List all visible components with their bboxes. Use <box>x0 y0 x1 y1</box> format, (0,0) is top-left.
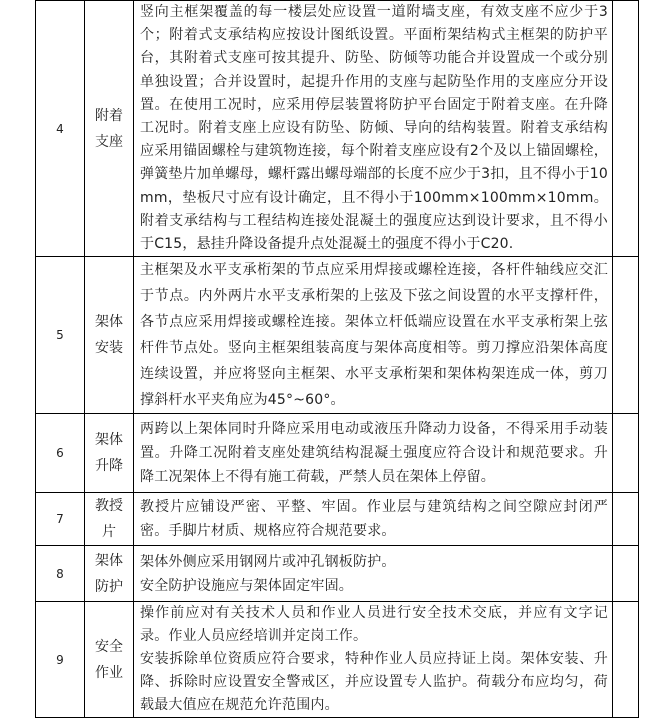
content-paragraph: 教授片应铺设严密、平整、牢固。作业层与建筑结构之间空隙应封闭严密。手脚片材质、规格应符合规范要求。 <box>140 499 608 540</box>
row-category <box>85 602 134 718</box>
empty-cell <box>613 414 639 493</box>
row-category <box>85 546 134 602</box>
row-number: 9 <box>36 602 85 718</box>
table-row <box>36 493 639 546</box>
row-content <box>134 602 613 718</box>
empty-cell <box>613 493 639 546</box>
content-paragraph: 两跨以上架体同时升降应采用电动或液压升降动力设备，不得采用手动装置。升降工况附着支座处建筑结构混凝土强度应符合设计和规范要求。升降工况架体上不得有施工荷载，严禁人员在架体上停留。 <box>140 421 608 486</box>
row-number: 4 <box>36 1 85 257</box>
row-number: 5 <box>36 257 85 414</box>
content-paragraph: 竖向主框架覆盖的每一楼层处应设置一道附墙支座，有效支座不应少于3个；附着式支承结构应按设计图纸设置。平面桁架结构式主框架的防护平台，其附着式支座可按其提升、防坠、防倾等功能合并设置成一个或分别单独设置；合并设置时，起提升作用的支座与起防坠作用的支座应分开设置。在使用工况时，应采用停层装置将防护平台固定于附着支座。在升降工况时。附着支座上应设有防坠、防倾、导向的结构装置。附着支承结构应采用锚固螺栓与建筑物连接，每个附着支座应设有2个及以上锚固螺栓，弹簧垫片加单螺母，螺杆露出螺母端部的长度不应少于3扣，且不得小于10mm，垫板尺寸应有设计确定，且不得小于100mm×100mm×10mm。附着支承结构与工程结构连接处混凝土的强度应达到设计要求，且不得小于C15，悬挂升降设备提升点处混凝土的强度不得小于C20. <box>140 4 608 253</box>
category-line: 附着 <box>95 107 123 124</box>
empty-cell <box>613 602 639 718</box>
empty-cell <box>613 257 639 414</box>
category-line: 安全 <box>95 638 123 655</box>
content-paragraph: 架体外侧应采用钢网片或冲孔钢板防护。 <box>140 553 396 570</box>
row-category <box>85 493 134 546</box>
content-paragraph: 安全防护设施应与架体固定牢固。 <box>140 577 353 594</box>
row-content <box>134 1 613 257</box>
empty-cell <box>613 546 639 602</box>
table-row <box>36 546 639 602</box>
row-number: 8 <box>36 546 85 602</box>
table-row <box>36 1 639 257</box>
row-category <box>85 257 134 414</box>
category-line: 片 <box>102 524 116 541</box>
row-content <box>134 546 613 602</box>
table-row <box>36 257 639 414</box>
category-line: 作业 <box>95 664 123 681</box>
row-number: 6 <box>36 414 85 493</box>
row-category <box>85 414 134 493</box>
category-line: 安装 <box>95 340 123 357</box>
content-paragraph: 安装拆除单位资质应符合要求，特种作业人员应持证上岗。架体安装、升降、拆除时应设置安全警戒区，并应设置专人监护。荷载分布应均匀，荷载最大值应在规范允许范围内。 <box>140 651 608 714</box>
row-content <box>134 493 613 546</box>
category-line: 架体 <box>95 314 123 331</box>
category-line: 升降 <box>95 458 123 475</box>
table-row <box>36 414 639 493</box>
content-paragraph: 主框架及水平支承桁架的节点应采用焊接或螺栓连接，各杆件轴线应交汇于节点。内外两片水平支承桁架的上弦及下弦之间设置的水平支撑杆件，各节点应采用焊接或螺栓连接。架体立杆低端应设置在水平支承桁架上弦杆件节点处。竖向主框架组装高度与架体高度相等。剪刀撑应沿架体高度连续设置，并应将竖向主框架、水平支承桁架和架体构架连成一体，剪刀撑斜杆水平夹角应为45°~60°。 <box>140 262 608 409</box>
empty-cell <box>613 1 639 257</box>
row-category <box>85 1 134 257</box>
category-line: 教授 <box>95 498 123 515</box>
category-line: 防护 <box>95 578 123 595</box>
inspection-table <box>35 0 639 718</box>
row-content <box>134 257 613 414</box>
content-paragraph: 操作前应对有关技术人员和作业人员进行安全技术交底，并应有文字记录。作业人员应经培训并定岗工作。 <box>140 605 608 645</box>
category-line: 架体 <box>95 552 123 569</box>
row-number: 7 <box>36 493 85 546</box>
category-line: 支座 <box>95 133 123 150</box>
table-row <box>36 602 639 718</box>
row-content <box>134 414 613 493</box>
category-line: 架体 <box>95 432 123 449</box>
